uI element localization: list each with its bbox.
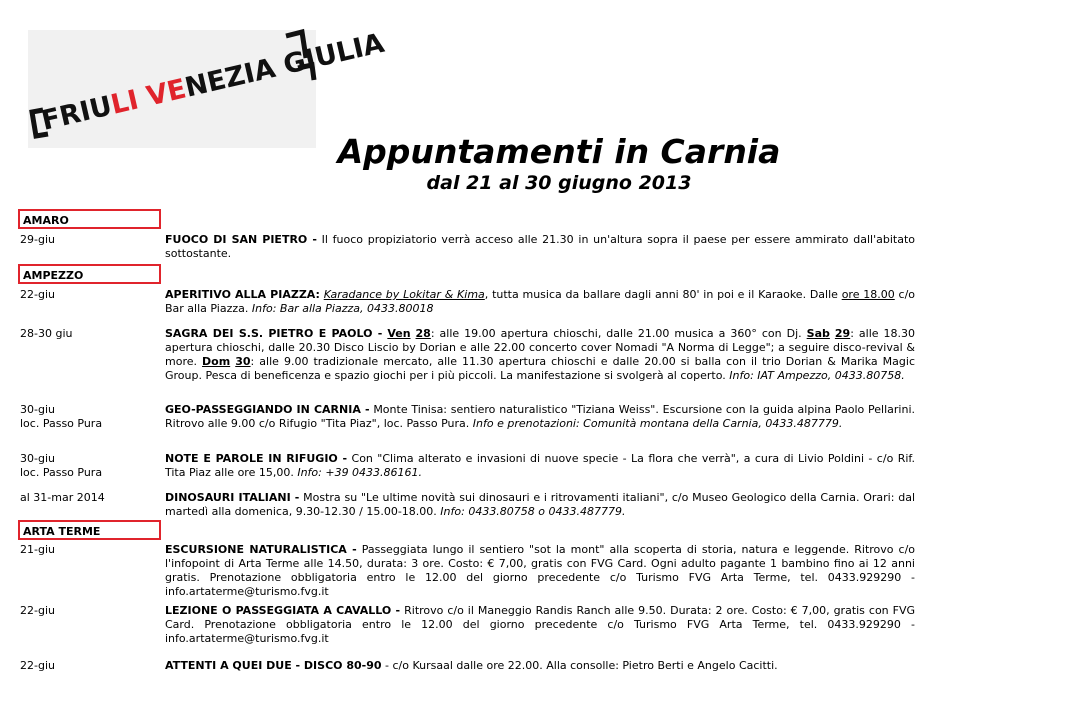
event-date: 28-30 giu [20, 327, 73, 340]
section-header-ampezzo: AMPEZZO [18, 264, 161, 284]
logo-graphic [28, 27, 388, 148]
event-date: 22-giu [20, 659, 55, 672]
event-location: loc. Passo Pura [20, 417, 103, 430]
event-description: DINOSAURI ITALIANI - Mostra su "Le ultime novità sui dinosauri e i ritrovamenti italiani", c/o Museo Geologico della Carnia. Orari: dal martedì alla domenica, 9.30-12.30 / 15.00-18.00. Info: 0433.80758 o 0433.487779. [165, 491, 915, 518]
event-date: al 31-mar 2014 [20, 491, 105, 504]
event-date: 21-giu [20, 543, 55, 556]
section-header-arta-terme: ARTA TERME [18, 520, 161, 540]
event-date: 29-giu [20, 233, 55, 246]
event-date: 22-giu [20, 604, 55, 617]
event-description: FUOCO DI SAN PIETRO - Il fuoco propiziatorio verrà acceso alle 21.30 in un'altura sopra il paese per essere ammirato dall'abitato sottostante. [165, 233, 915, 260]
event-location: loc. Passo Pura [20, 466, 103, 479]
logo-text: FRIULI VENEZIA GIULIA [38, 27, 388, 137]
event-date: 30-giu loc. Passo Pura [20, 403, 160, 431]
event-row [20, 543, 915, 596]
event-description: APERITIVO ALLA PIAZZA: Karadance by Lokitar & Kima, tutta musica da ballare dagli anni 80' in poi e il Karaoke. Dalle ore 18.00 c/o Bar alla Piazza. Info: Bar alla Piazza, 0433.80018 [165, 288, 916, 315]
event-date: 30-giu loc. Passo Pura [20, 452, 160, 480]
event-description: SAGRA DEI S.S. PIETRO E PAOLO - Ven 28: alle 19.00 apertura chioschi, dalle 21.00 musica a 360° con Dj. Sab 29: alle 18.30 apertura chioschi, dalle 20.30 Disco Liscio by Dorian e alle 22.00 concerto cover Nomadi "A Norma di Legge"; a seguire disco-revival & more. Dom 30: alle 9.00 tradizionale mercato, alle 11.30 apertura chioschi e dalle 20.00 si balla con il trio Dorian & Marika Magic Group. Pesca di beneficenza e spazio giochi per i più piccoli. La manifestazione si svolgerà al coperto. Info: IAT Ampezzo, 0433.80758. [165, 327, 916, 382]
event-date: 22-giu [20, 288, 55, 301]
page-title: Appuntamenti in Carnia [337, 132, 781, 171]
event-description: GEO-PASSEGGIANDO IN CARNIA - Monte Tinisa: sentiero naturalistico "Tiziana Weiss". Escursione con la guida alpina Paolo Pellarini. Ritrovo alle 9.00 c/o Rifugio "Tita Piaz", loc. Passo Pura. Info e prenotazioni: Comunità montana della Carnia, 0433.487779. [165, 403, 915, 430]
event-description: ATTENTI A QUEI DUE - DISCO 80-90 - c/o Kursaal dalle ore 22.00. Alla consolle: Pietro Berti e Angelo Cacitti. [165, 659, 778, 672]
logo [28, 27, 388, 148]
event-description: NOTE E PAROLE IN RIFUGIO - Con "Clima alterato e invasioni di nuove specie - La flora che verrà", a cura di Livio Poldini - c/o Rif. Tita Piaz alle ore 15,00. Info: +39 0433.86161. [165, 452, 915, 479]
event-description: LEZIONE O PASSEGGIATA A CAVALLO - Ritrovo c/o il Maneggio Randis Ranch alle 9.50. Durata: 2 ore. Costo: € 7,00, gratis con FVG Card. Prenotazione obbligatoria entro le 12.00 del giorno precedente c/o Turismo FVG Arta Terme, tel. 0433.929290 - info.artaterme@turismo.fvg.it [165, 604, 915, 645]
section-header-amaro: AMARO [18, 209, 161, 229]
page-subtitle: dal 21 al 30 giugno 2013 [426, 172, 692, 194]
event-description: ESCURSIONE NATURALISTICA - Passeggiata lungo il sentiero "sot la mont" alla scoperta di storia, natura e leggende. Ritrovo c/o l'infopoint di Arta Terme alle 14.50, durata: 3 ore. Costo: € 7,00, gratis con FVG Card. Ogni adulto pagante 1 bambino fino ai 12 anni gratis. Prenotazione obbligatoria entro le 12.00 del giorno precedente c/o Turismo FVG Arta Terme, tel. 0433.929290 - info.artaterme@turismo.fvg.it [165, 543, 916, 598]
